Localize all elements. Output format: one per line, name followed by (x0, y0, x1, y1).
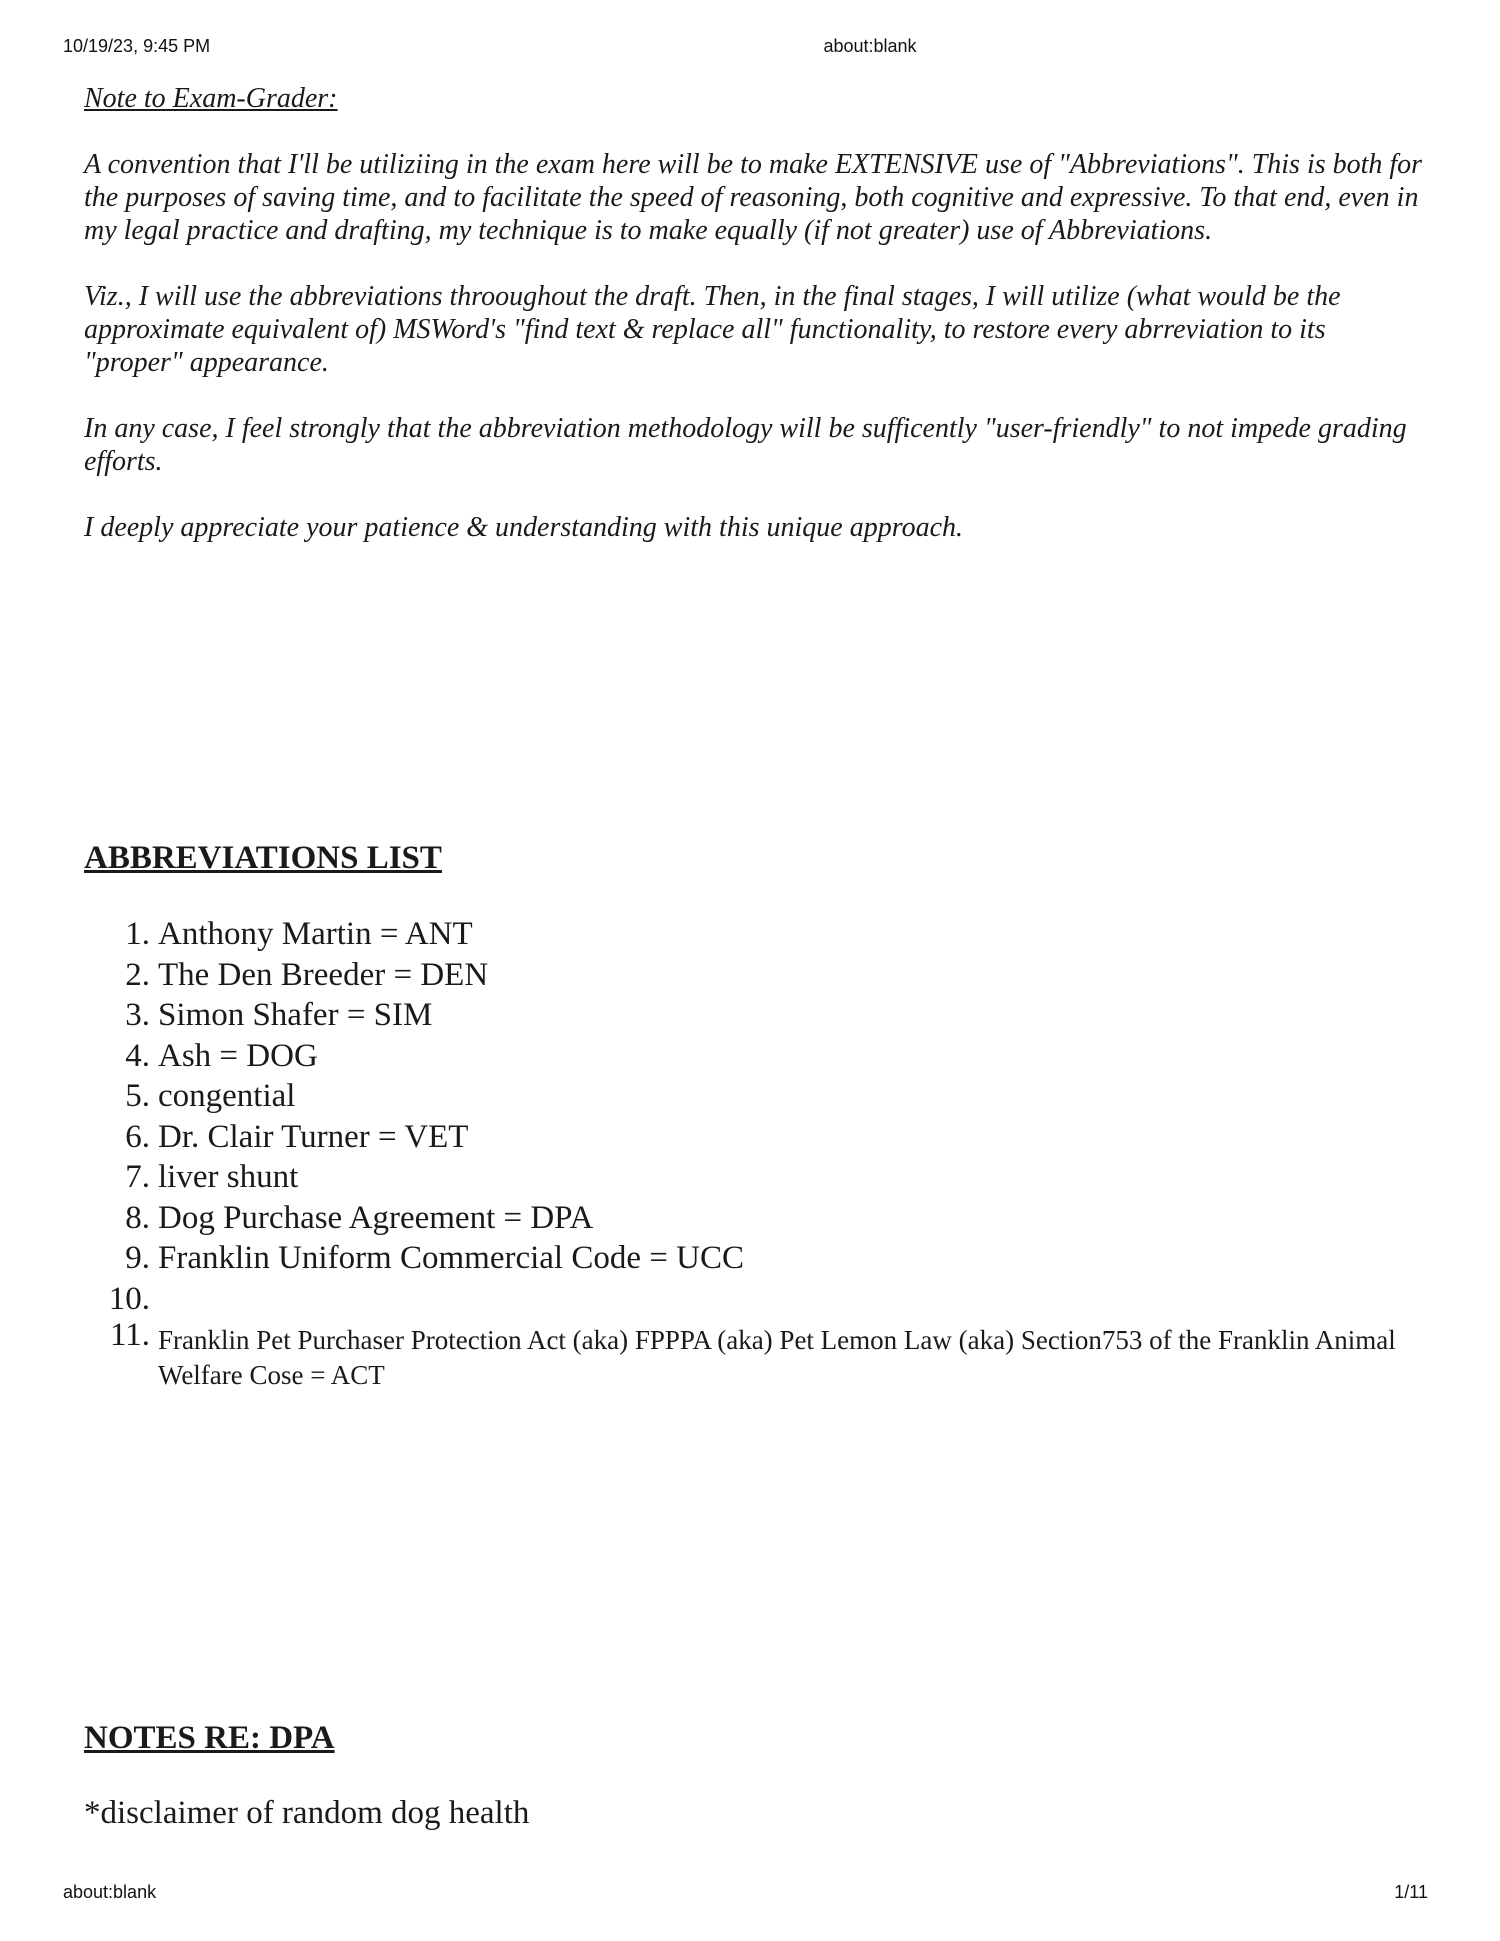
abbreviations-heading: ABBREVIATIONS LIST (84, 840, 442, 876)
list-item-text: Dog Purchase Agreement = DPA (158, 1199, 594, 1236)
note-paragraph: A convention that I'll be utiliziing in the exam here will be to make EXTENSIVE use of "Abbreviations". This is both for the purposes of saving time, and to facilitate the speed of reasoning, both cognitive and expressive. To that end, even in my legal practice and drafting, my technique is to make equally (if not greater) use of Abbreviations. (84, 149, 1423, 246)
list-item-number: 9. (125, 1240, 150, 1276)
list-item-text: congential (158, 1078, 296, 1114)
list-item-number: 8. (125, 1199, 150, 1236)
abbreviations-list (84, 914, 1424, 1393)
print-footer (0, 1882, 1500, 1906)
list-item-number: 3. (125, 997, 150, 1033)
list-item (84, 914, 1424, 955)
print-datetime: 10/19/23, 9:45 PM (63, 36, 211, 56)
list-item-text: Anthony Martin = ANT (158, 916, 473, 952)
list-item (84, 1036, 1424, 1077)
list-item-number: 5. (125, 1078, 150, 1114)
note-paragraph: I deeply appreciate your patience & understanding with this unique approach. (84, 512, 963, 543)
list-item (84, 1319, 1424, 1393)
notes-dpa-heading: NOTES RE: DPA (84, 1720, 335, 1756)
list-item-text: Simon Shafer = SIM (158, 997, 433, 1033)
page-number: 1/11 (1394, 1882, 1428, 1902)
list-item-number: 10. (108, 1280, 150, 1317)
list-item-number: 6. (125, 1118, 150, 1155)
list-item-number: 4. (125, 1037, 150, 1074)
list-item (84, 955, 1424, 996)
list-item-text: Franklin Uniform Commercial Code = UCC (158, 1240, 744, 1276)
list-item-text: liver shunt (158, 1159, 299, 1195)
list-item (84, 995, 1424, 1036)
list-item (84, 1117, 1424, 1158)
list-item-text: The Den Breeder = DEN (158, 956, 489, 993)
list-item-text: Franklin Pet Purchaser Protection Act (aka) FPPPA (aka) Pet Lemon Law (aka) Section753 of the Franklin Animal Welfare Cose = ACT (158, 1325, 1396, 1390)
note-title: Note to Exam-Grader: (84, 83, 338, 114)
print-header-url: about:blank (823, 36, 917, 56)
list-item (84, 1076, 1424, 1117)
notes-dpa-body: *disclaimer of random dog health (84, 1795, 530, 1831)
list-item-number: 7. (125, 1159, 150, 1195)
list-item (84, 1279, 1424, 1320)
list-item-text: Dr. Clair Turner = VET (158, 1118, 469, 1155)
list-item-text: Ash = DOG (158, 1037, 318, 1074)
list-item (84, 1198, 1424, 1239)
list-item (84, 1157, 1424, 1198)
document-body (84, 82, 1424, 577)
print-footer-url: about:blank (63, 1882, 157, 1902)
list-item-number: 11. (109, 1317, 150, 1353)
print-header (0, 36, 1500, 60)
note-paragraph: In any case, I feel strongly that the abbreviation methodology will be sufficently "user-friendly" to not impede grading efforts. (84, 413, 1407, 477)
list-item (84, 1238, 1424, 1279)
list-item-number: 1. (125, 916, 150, 952)
note-paragraph: Viz., I will use the abbreviations throoughout the draft. Then, in the final stages, I will utilize (what would be the approximate equivalent of) MSWord's "find text & replace all" functionality, to restore every abrreviation to its "proper" appearance. (84, 281, 1341, 378)
list-item-number: 2. (125, 956, 150, 993)
